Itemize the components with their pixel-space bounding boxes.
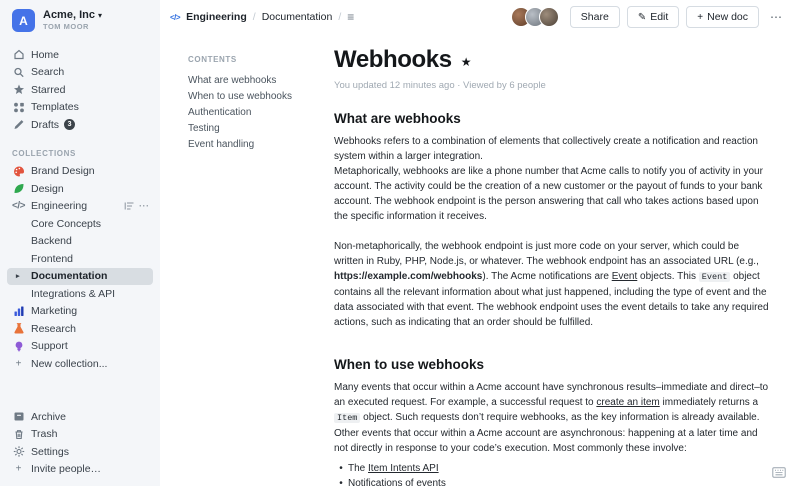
palette-icon	[12, 165, 25, 178]
sidebar-item-label: Drafts	[31, 118, 60, 131]
collection-row-actions	[124, 200, 161, 212]
text-segment: object. Such requests don’t require webhooks, as the key information is already available. Other events that occur within a Acme account are asynchronous: happening at a later time and not directly in response to your code’s execution. Most commonly these involve:	[334, 412, 760, 454]
trash-icon	[12, 428, 25, 441]
sidebar	[0, 0, 160, 486]
sidebar-item-design[interactable]	[0, 180, 160, 198]
main-area	[160, 0, 800, 486]
sidebar-item-label: Integrations & API	[31, 287, 116, 300]
sidebar-item-label: Home	[31, 48, 60, 61]
table-of-contents	[160, 34, 334, 486]
toc-item-event-handling[interactable]: Event handling	[188, 139, 255, 150]
sidebar-item-core-concepts[interactable]	[0, 215, 160, 233]
sidebar-item-label: Templates	[31, 101, 79, 114]
text-segment: immediately returns a	[659, 397, 759, 408]
section-heading-when-to-use-webhooks: When to use webhooks	[334, 357, 485, 372]
chart-icon	[12, 305, 25, 318]
edit-button-label: Edit	[650, 11, 669, 23]
gear-icon	[12, 445, 25, 458]
sidebar-item-label: Documentation	[31, 270, 108, 283]
sidebar-item-documentation[interactable]	[7, 268, 153, 286]
sidebar-item-new-collection[interactable]	[0, 355, 160, 373]
breadcrumb-collection[interactable]: Engineering	[186, 11, 247, 23]
sidebar-item-label: Settings	[31, 445, 69, 458]
text-segment: The	[348, 463, 369, 474]
new-doc-button-label: New doc	[707, 11, 748, 23]
toc-item-testing[interactable]: Testing	[188, 123, 220, 134]
sidebar-item-label: Support	[31, 340, 68, 353]
text-segment: ). The Acme notifications are	[482, 271, 612, 282]
sidebar-item-settings[interactable]	[0, 443, 160, 461]
sidebar-item-label: Core Concepts	[31, 217, 102, 230]
sidebar-item-label: Research	[31, 322, 76, 335]
overflow-icon[interactable]: ⋯	[766, 10, 786, 24]
sidebar-item-label: Marketing	[31, 305, 78, 318]
shapes-icon	[12, 101, 25, 114]
sidebar-item-label: Starred	[31, 83, 66, 96]
paragraph	[334, 239, 770, 330]
topbar	[160, 0, 800, 34]
doc-link[interactable]: Event	[611, 271, 638, 282]
sidebar-item-label: Frontend	[31, 252, 74, 265]
leaf-icon	[12, 182, 25, 195]
topbar-actions	[511, 6, 786, 28]
new-doc-button[interactable]	[686, 6, 759, 28]
bullet-marker: •	[339, 478, 343, 486]
breadcrumb-separator: /	[338, 11, 342, 23]
list-item-text	[348, 461, 439, 476]
overflow-icon[interactable]: ⋯	[138, 200, 149, 213]
text-segment: objects. This	[637, 271, 699, 282]
disclosure-triangle-icon[interactable]: ▸	[16, 273, 20, 281]
text-segment: Event	[699, 272, 731, 282]
workspace-name: Acme, Inc	[43, 9, 95, 22]
page-title: Webhooks	[334, 46, 452, 73]
sidebar-footer	[0, 408, 160, 478]
document-content	[160, 34, 800, 486]
share-button-label: Share	[580, 11, 609, 23]
paragraph	[334, 380, 770, 456]
keyboard-icon[interactable]	[772, 467, 786, 478]
share-button[interactable]	[570, 6, 620, 28]
workspace-switcher[interactable]	[0, 9, 160, 32]
plus-icon: +	[15, 358, 22, 370]
workspace-logo: A	[12, 9, 35, 32]
star-icon	[12, 83, 25, 96]
home-icon	[12, 48, 25, 61]
text-segment: https://example.com/webhooks	[334, 271, 483, 282]
text-segment: Item	[334, 413, 360, 423]
sidebar-item-drafts[interactable]	[0, 116, 160, 134]
pencil-icon: ✎	[637, 11, 647, 23]
toc-item-what-are-webhooks[interactable]: What are webhooks	[188, 75, 277, 86]
menu-icon[interactable]: ≡	[347, 10, 355, 24]
code-icon: </>	[170, 12, 181, 22]
sidebar-item-research[interactable]	[0, 320, 160, 338]
paragraph: Webhooks refers to a combination of elements that collectively create a notification and reaction system within a larger integration.	[334, 136, 758, 162]
sidebar-item-label: Search	[31, 66, 65, 79]
archive-icon	[12, 410, 25, 423]
sidebar-item-brand-design[interactable]	[0, 163, 160, 181]
sidebar-item-starred[interactable]	[0, 81, 160, 99]
bullet-marker: •	[339, 463, 343, 474]
list-item	[334, 476, 770, 486]
sidebar-item-label: Invite people…	[31, 463, 102, 476]
sidebar-item-label: Engineering	[31, 200, 88, 213]
sidebar-item-search[interactable]	[0, 64, 160, 82]
plus-icon: +	[697, 11, 704, 23]
breadcrumb-separator: /	[252, 11, 256, 23]
toc-item-authentication[interactable]: Authentication	[188, 107, 252, 118]
edit-button[interactable]	[627, 6, 679, 28]
breadcrumb-document[interactable]: Documentation	[261, 11, 333, 23]
sort-icon[interactable]	[124, 201, 134, 211]
workspace-user: TOM MOOR	[43, 22, 89, 31]
doc-link[interactable]: create an item	[596, 397, 660, 408]
pencil-icon	[12, 118, 25, 131]
text-segment: Many events that occur within a Acme account have synchronous results–immediate and direct–to an executed request. For example, a successful request to	[334, 382, 769, 408]
list-item	[334, 461, 770, 476]
text-segment: Non-metaphorically, the webhook endpoint is just more code on your server, which could be written in Ruby, PHP, Node.js, or whatever. The webhook endpoint has an associated URL (e.g.,	[334, 241, 759, 267]
document	[334, 34, 770, 486]
sidebar-item-support[interactable]	[0, 338, 160, 356]
breadcrumb	[170, 10, 354, 24]
collections-section-label: COLLECTIONS	[12, 148, 76, 158]
text-segment: object contains all the relevant information about what just happened, including the type of event and the data associated with that event. The webhook endpoint uses the event details to take any required actions, such as indicating that an order should be fulfilled.	[334, 271, 769, 328]
code-icon: </>	[12, 200, 25, 212]
paragraph: Metaphorically, webhooks are like a phone number that Acme calls to notify you of activity in your account. The activity could be the creation of a new customer or the payout of funds to your bank account. The webhook endpoint is the person answering that call who takes actions based upon the specific information it receives.	[334, 166, 763, 222]
sidebar-item-trash[interactable]	[0, 426, 160, 444]
bullet-list	[334, 461, 770, 486]
sidebar-item-label: Archive	[31, 410, 67, 423]
workspace-meta	[43, 9, 102, 31]
drafts-count-badge: 3	[64, 119, 75, 130]
avatar[interactable]	[539, 7, 559, 27]
sidebar-item-backend[interactable]	[0, 233, 160, 251]
sidebar-item-templates[interactable]	[0, 99, 160, 117]
star-filled-icon[interactable]: ★	[460, 54, 472, 69]
text-segment: Notifications of events	[348, 478, 446, 486]
sidebar-item-label: Design	[31, 182, 64, 195]
chevron-down-icon: ▾	[97, 11, 102, 21]
plus-icon: +	[15, 463, 22, 475]
list-item-text	[348, 476, 446, 486]
search-icon	[12, 66, 25, 79]
sidebar-item-label: Trash	[31, 428, 58, 441]
sidebar-item-label: Backend	[31, 235, 72, 248]
doc-link[interactable]: Item Intents API	[368, 463, 439, 474]
toc-label: CONTENTS	[188, 55, 237, 64]
sidebar-item-frontend[interactable]	[0, 250, 160, 268]
sidebar-item-marketing[interactable]	[0, 303, 160, 321]
sidebar-item-label: Brand Design	[31, 165, 95, 178]
toc-item-when-to-use-webhooks[interactable]: When to use webhooks	[188, 91, 292, 102]
section-heading-what-are-webhooks: What are webhooks	[334, 111, 461, 126]
sidebar-item-home[interactable]	[0, 46, 160, 64]
sidebar-item-label: New collection...	[31, 357, 108, 370]
sidebar-item-invite-people[interactable]	[0, 461, 160, 479]
document-meta: You updated 12 minutes ago · Viewed by 6 people	[334, 80, 546, 91]
viewer-avatars	[511, 7, 559, 27]
flask-icon	[12, 322, 25, 335]
sidebar-item-archive[interactable]	[0, 408, 160, 426]
sidebar-item-engineering[interactable]	[0, 198, 160, 216]
sidebar-item-integrations-api[interactable]	[0, 285, 160, 303]
lightbulb-icon	[12, 340, 25, 353]
